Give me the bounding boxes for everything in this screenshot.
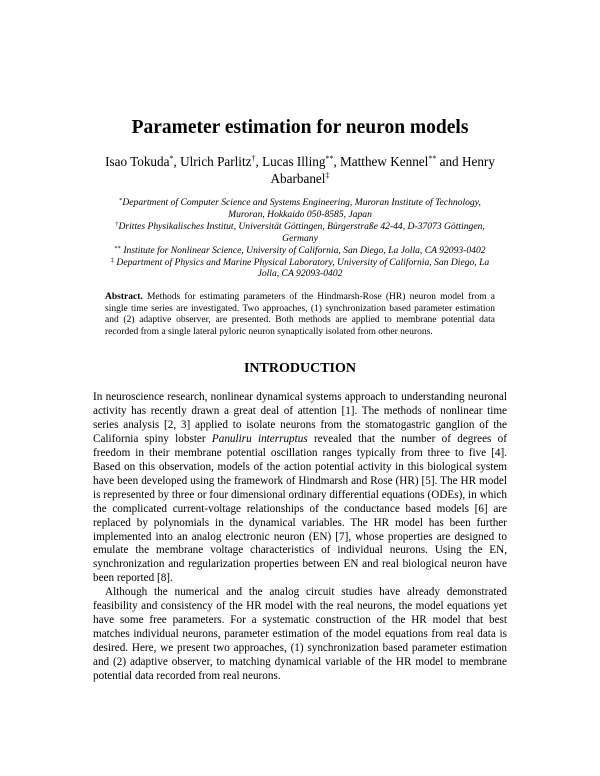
affiliation-mark: * bbox=[119, 197, 123, 204]
abstract-label: Abstract. bbox=[105, 292, 143, 302]
affiliation-mark: † bbox=[115, 220, 119, 228]
author-mark: ‡ bbox=[325, 171, 330, 180]
author-list: Isao Tokuda*, Ulrich Parlitz†, Lucas Illing**, Matthew Kennel** and Henry Abarbanel‡ bbox=[105, 154, 495, 186]
paper-title: Parameter estimation for neuron models bbox=[131, 117, 469, 138]
author: Ulrich Parlitz† bbox=[180, 154, 256, 169]
section-heading: INTRODUCTION bbox=[243, 361, 356, 376]
body-text bbox=[93, 391, 507, 684]
author: Lucas Illing** bbox=[262, 154, 334, 169]
author-mark: ** bbox=[428, 154, 437, 163]
paragraph: Although the numerical and the analog circuit studies have already demonstrated feasibility and consistency of the HR model with the real neurons, the model equations yet have some free parameters. For a systematic construction of the HR model that best matches individual neurons, parameter estimation of the model equations from real data is desired. Here, we present two approaches, (1) synchronization based parameter estimation and (2) adaptive observer, to matching dynamical variable of the HR model to membrane potential data recorded from real neurons. bbox=[93, 586, 507, 683]
affiliation-list bbox=[110, 197, 490, 280]
author: Isao Tokuda* bbox=[105, 154, 174, 169]
abstract-text: Methods for estimating parameters of the Hindmarsh-Rose (HR) neuron model from a single time series are investigated. Two approaches, (1) synchronization based parameter estimation and (2) adaptive observer, are presented. Both methods are applied to membrane potential data recorded from a single lateral pyloric neuron synaptically isolated from other neurons. bbox=[105, 292, 496, 337]
paragraph: In neuroscience research, nonlinear dynamical systems approach to understanding neuronal activity has recently drawn a great deal of attention [1]. The methods of nonlinear time series analysis [2, 3] applied to isolate neurons from the stomatogastric ganglion of the California spiny lobster Panuliru interruptus revealed that the number of degrees of freedom in their membrane potential oscillation ranges typically from three to five [4]. Based on this observation, models of the action potential activity in this biological system have been developed using the framework of Hindmarsh and Rose (HR) [5]. The HR model is represented by three or four dimensional ordinary differential equations (ODEs), in which the complicated current-voltage relationships of the conductance based models [6] are replaced by polynomials in the dynamical variables. The HR model has been further implemented into an analog electronic neuron (EN) [7], whose properties are designed to emulate the membrane voltage characteristics of individual neurons. Using the EN, synchronization and regularization properties between EN and real biological neuron have been reported [8]. bbox=[93, 391, 507, 585]
affiliation: *Department of Computer Science and Systems Engineering, Muroran Institute of Technology, Muroran, Hokkaido 050-8585, Japan bbox=[119, 197, 481, 220]
author-mark: ** bbox=[325, 154, 334, 163]
author-mark: † bbox=[251, 154, 256, 163]
affiliation: †Drittes Physikalisches Institut, Universität Göttingen, Bürgerstraße 42-44, D-37073 Göttingen, Germany bbox=[115, 220, 485, 244]
affiliation-mark: ‡ bbox=[110, 256, 115, 264]
abstract bbox=[105, 292, 495, 338]
affiliation: ** Institute for Nonlinear Science, University of California, San Diego, La Jolla, CA 92093-0402 bbox=[114, 244, 486, 256]
affiliation: ‡ Department of Physics and Marine Physical Laboratory, University of California, San Diego, La Jolla, CA 92093-0402 bbox=[110, 256, 490, 280]
affiliation-mark: ** bbox=[114, 244, 121, 252]
author-mark: * bbox=[169, 154, 174, 163]
author: Matthew Kennel** bbox=[340, 154, 437, 169]
author: Henry Abarbanel‡ bbox=[270, 154, 495, 186]
species-name: Panuliru interruptus bbox=[211, 432, 308, 445]
